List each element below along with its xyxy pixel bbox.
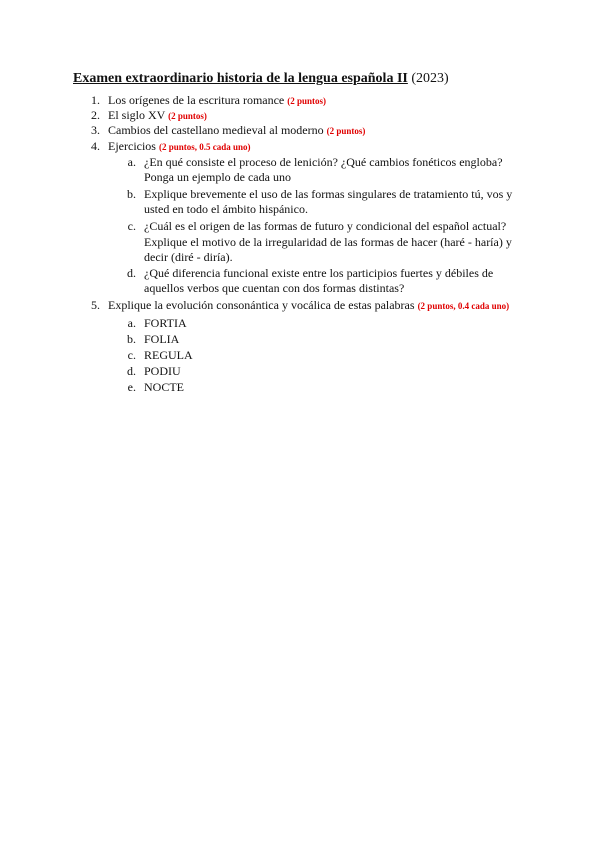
subitem-text-line: NOCTE (144, 380, 184, 394)
subitem-text-line: Ponga un ejemplo de cada uno (144, 170, 291, 184)
exam-title (73, 70, 449, 88)
question-number: 5. (91, 298, 100, 312)
question-number: 3. (91, 123, 100, 137)
question-item (108, 139, 251, 155)
subitem-letter: a. (127, 316, 136, 330)
question-text: Los orígenes de la escritura romance (108, 93, 285, 107)
subitem-text-line: Explique el motivo de la irregularidad de las formas de hacer (haré - haría) y (144, 235, 512, 249)
subitem-text-line: aquellos verbos que cuentan con dos formas distintas? (144, 281, 405, 295)
question-item (108, 108, 207, 124)
points-label: (2 puntos, 0.5 cada uno) (158, 142, 251, 152)
points-label: (2 puntos) (326, 126, 366, 136)
question-number: 1. (91, 93, 100, 107)
subitem-text-line: ¿En qué consiste el proceso de lenición? ¿Qué cambios fonéticos engloba? (144, 155, 503, 169)
question-item (108, 123, 365, 139)
subitem-text-line: FORTIA (144, 316, 187, 330)
subitem-letter: a. (127, 155, 136, 169)
subitem-text-line: Explique brevemente el uso de las formas singulares de tratamiento tú, vos y (144, 187, 513, 201)
question-text: Explique la evolución consonántica y vocálica de estas palabras (108, 298, 415, 312)
exam-title-year: (2023) (411, 71, 449, 86)
exam-title-main: Examen extraordinario historia de la lengua española II (73, 71, 408, 86)
subitem-text-line: ¿Qué diferencia funcional existe entre los participios fuertes y débiles de (144, 266, 494, 280)
question-number: 2. (91, 108, 100, 122)
question-text: El siglo XV (108, 108, 166, 122)
question-item (108, 93, 326, 109)
points-label: (2 puntos, 0.4 cada uno) (417, 301, 510, 311)
points-label: (2 puntos) (168, 111, 207, 121)
subitem-letter: c. (127, 219, 136, 233)
subitem-text-line: FOLIA (144, 332, 180, 346)
points-label: (2 puntos) (287, 96, 327, 106)
question-text: Ejercicios (108, 139, 156, 153)
subitem-text-line: PODIU (144, 364, 181, 378)
subitem-letter: b. (127, 332, 136, 346)
subitem-text-line: usted en todo el ámbito hispánico. (144, 202, 308, 216)
subitem-text-line: ¿Cuál es el origen de las formas de futuro y condicional del español actual? (144, 219, 507, 233)
subitem-letter: b. (127, 187, 136, 201)
subitem-letter: d. (127, 364, 136, 378)
question-text: Cambios del castellano medieval al moderno (108, 123, 324, 137)
subitem-text-line: REGULA (144, 348, 193, 362)
question-item (108, 298, 509, 314)
subitem-letter: d. (127, 266, 136, 280)
subitem-text-line: decir (diré - diría). (144, 250, 233, 264)
subitem-letter: e. (127, 380, 136, 394)
subitem-letter: c. (127, 348, 136, 362)
question-number: 4. (91, 139, 100, 153)
